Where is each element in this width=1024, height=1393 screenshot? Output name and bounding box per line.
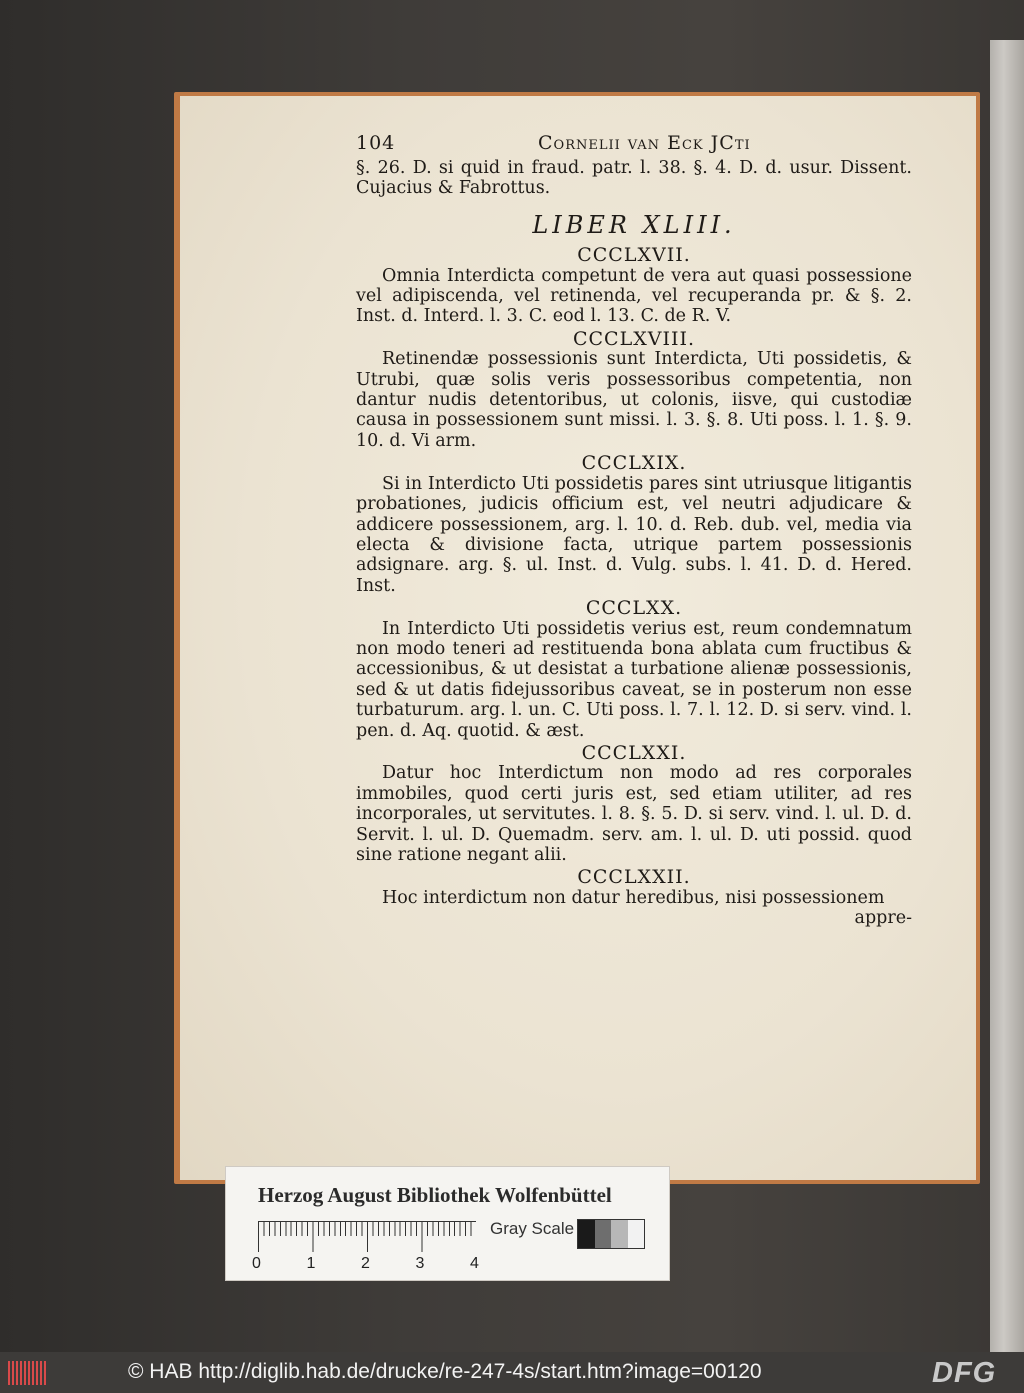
page-number: 104 <box>356 132 396 154</box>
page-text <box>356 158 912 929</box>
running-title: Cornelii van Eck JCti <box>538 132 751 154</box>
gray-scale-swatches <box>577 1219 645 1249</box>
ruler-scale <box>258 1221 476 1252</box>
section-number: CCCLXIX. <box>581 452 687 475</box>
ruler-number: 3 <box>415 1255 425 1272</box>
library-name: Herzog August Bibliothek Wolfenbüttel <box>258 1183 612 1207</box>
book-heading: LIBER XLIII. <box>532 210 736 239</box>
paragraph: Datur hoc Interdictum non modo ad res corporales immobiles, quod certi juris est, sed etiam utiliter, ad res incorporales, ut servitutes. l. 8. §. 5. D. si serv. vind. l. ul. D. d. Servit. l. ul. D. Quemadm. serv. am. l. ul. D. uti possid. quod sine ratione negant alii. <box>356 763 912 865</box>
copyright-url[interactable]: © HAB http://diglib.hab.de/drucke/re-247-4s/start.htm?image=00120 <box>128 1360 762 1383</box>
section-number: CCCLXVIII. <box>572 327 696 350</box>
ruler-number: 4 <box>470 1255 479 1272</box>
paragraph: Omnia Interdicta competunt de vera aut quasi possessione vel adipiscenda, vel retinenda, vel recuperanda pr. & §. 2. Inst. d. Interd. l. 3. C. eod l. 13. C. de R. V. <box>356 265 912 327</box>
paragraph: Retinendæ possessionis sunt Interdicta, Uti possidetis, & Utrubi, quæ solis veris possessoribus competentia, non dantur nudis detentoribus, ut colonis, iisve, qui custodiæ causa in possessionem sunt missi. l. 3. §. 8. Uti poss. l. 1. §. 9. 10. d. Vi arm. <box>356 349 912 451</box>
gray-swatch <box>628 1220 645 1248</box>
plastic-sleeve <box>990 40 1024 1352</box>
ruler-numbers <box>252 1255 492 1273</box>
catchword: appre- <box>854 908 912 929</box>
dfg-logo: DFG <box>932 1357 997 1389</box>
ruler-number: 0 <box>252 1255 261 1272</box>
paragraph: §. 26. D. si quid in fraud. patr. l. 38. §. 4. D. d. usur. Dissent. Cujacius & Fabrottus. <box>356 158 912 199</box>
barcode-icon <box>8 1361 48 1385</box>
section-number: CCCLXVII. <box>577 244 691 267</box>
paragraph: In Interdicto Uti possidetis verius est, reum condemnatum non modo teneri ad restituenda bona ablata cum fructibus & accessionibus, & ut desistat a turbatione alienæ possessionis, sed & ut datis fidejussoribus caveat, se in posterum non esse turbaturum. arg. l. un. C. Uti poss. l. 7. l. 12. D. si serv. vind. l. pen. d. Aq. quotid. & æst. <box>356 618 912 741</box>
paragraph: Si in Interdicto Uti possidetis pares sint utriusque litigantis probationes, judicis officium est, vel neutri adjudicare & addicere possessionem, arg. l. 10. d. Reb. dub. vel, media via electa & divisione facta, utrique partem possessionis adsignare. arg. §. ul. Inst. d. Vulg. subs. l. 41. D. d. Hered. Inst. <box>356 473 912 596</box>
ruler-number: 2 <box>361 1255 370 1272</box>
section-number: CCCLXX. <box>585 597 683 620</box>
gray-swatch <box>595 1220 612 1248</box>
section-number: CCCLXXI. <box>581 741 687 764</box>
gray-swatch <box>578 1220 595 1248</box>
viewer-footer <box>0 1352 1024 1393</box>
gray-scale-label: Gray Scale <box>490 1219 575 1238</box>
section-number: CCCLXXII. <box>577 866 691 889</box>
ruler-number: 1 <box>306 1255 316 1272</box>
book-page <box>180 96 976 1180</box>
paragraph: Hoc interdictum non datur heredibus, nisi possessionem <box>382 887 885 908</box>
color-calibration-card <box>225 1166 670 1281</box>
gray-swatch <box>611 1220 628 1248</box>
